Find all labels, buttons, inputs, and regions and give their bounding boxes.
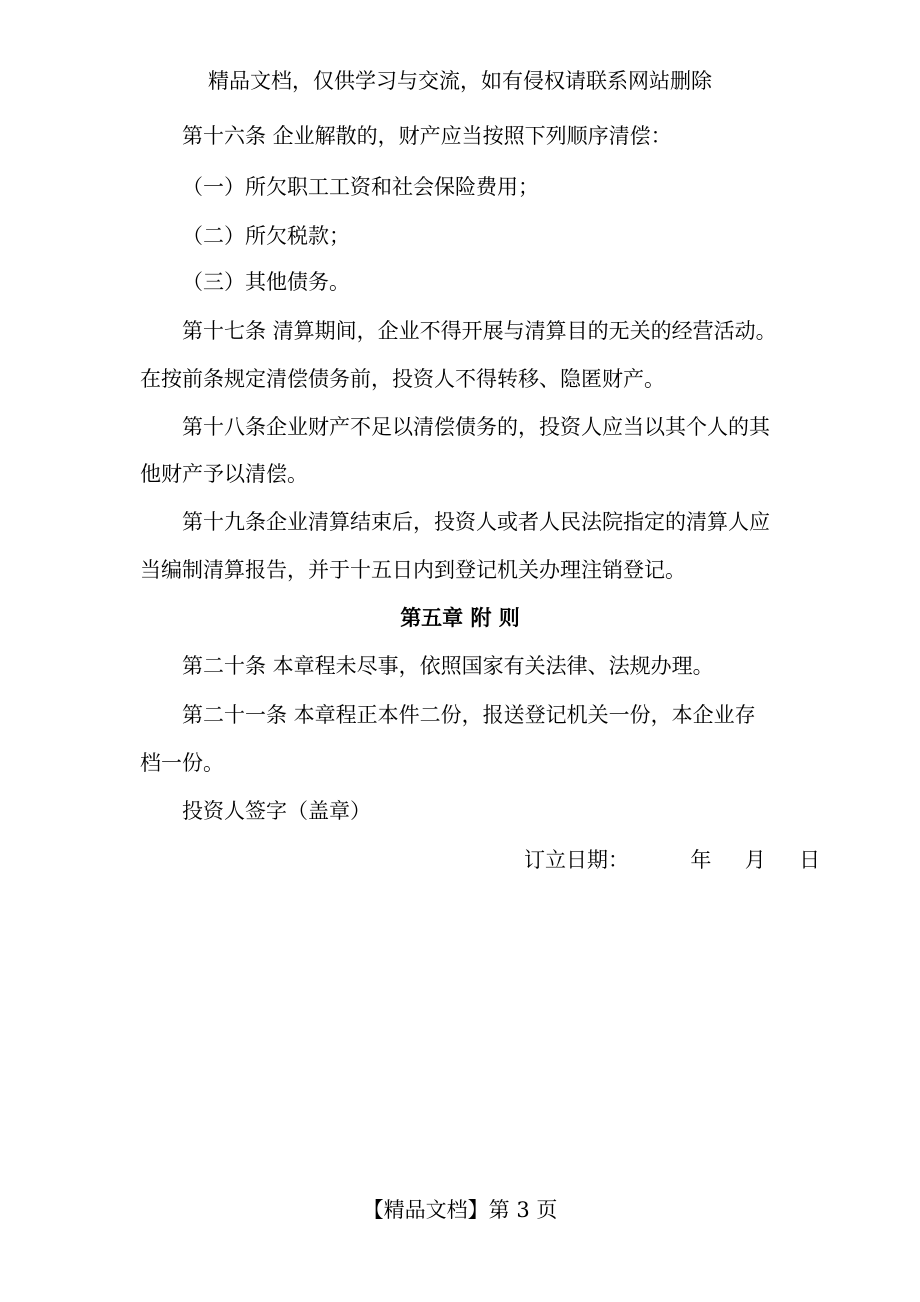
article-17-line-2: 在按前条规定清偿债务前，投资人不得转移、隐匿财产。 <box>140 367 665 391</box>
signature-line: 投资人签字（盖章） <box>182 799 371 823</box>
article-17-line-1: 第十七条 清算期间，企业不得开展与清算目的无关的经营活动。 <box>182 319 777 343</box>
article-18-line-1: 第十八条企业财产不足以清偿债务的，投资人应当以其个人的其 <box>182 415 770 439</box>
article-18-line-2: 他财产予以清偿。 <box>140 462 308 486</box>
article-16-item-3: （三）其他债务。 <box>182 270 350 294</box>
article-21-line-1: 第二十一条 本章程正本件二份，报送登记机关一份，本企业存 <box>182 703 756 727</box>
article-19-line-2: 当编制清算报告，并于十五日内到登记机关办理注销登记。 <box>140 558 686 582</box>
page-footer: 【精品文档】第 3 页 <box>362 1198 558 1222</box>
article-19-line-1: 第十九条企业清算结束后，投资人或者人民法院指定的清算人应 <box>182 510 770 534</box>
article-16-title: 第十六条 企业解散的，财产应当按照下列顺序清偿： <box>182 124 672 148</box>
article-16-item-1: （一）所欠职工工资和社会保险费用； <box>182 175 539 199</box>
date-year: 年 <box>690 848 712 872</box>
article-16-item-2: （二）所欠税款； <box>182 224 350 248</box>
date-month: 月 <box>744 848 766 872</box>
article-20: 第二十条 本章程未尽事，依照国家有关法律、法规办理。 <box>182 654 714 678</box>
page-header: 精品文档，仅供学习与交流，如有侵权请联系网站删除 <box>208 69 712 93</box>
date-line <box>524 845 820 875</box>
date-label: 订立日期： <box>524 848 629 872</box>
chapter-title: 第五章 附 则 <box>400 606 520 630</box>
article-21-line-2: 档一份。 <box>140 751 224 775</box>
date-day: 日 <box>799 848 821 872</box>
